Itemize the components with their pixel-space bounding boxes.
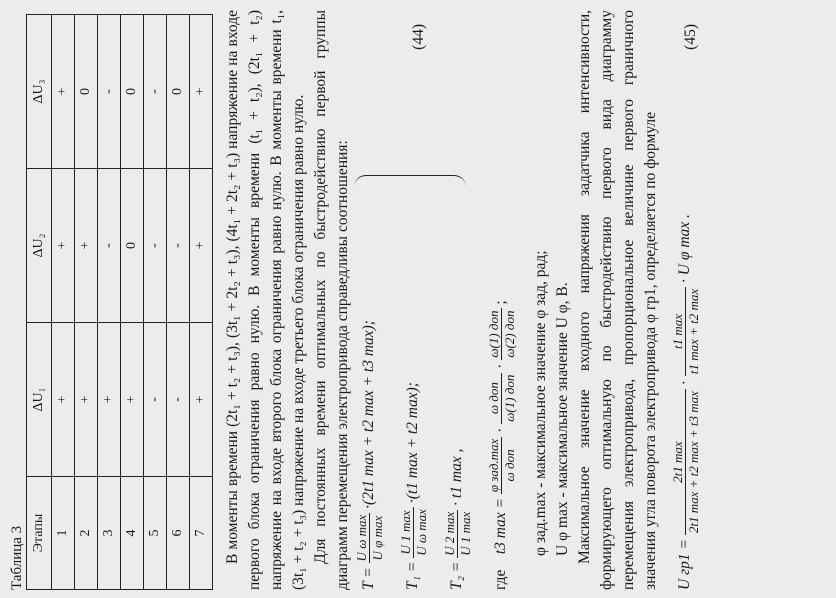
paragraph-time-constants: Для постоянных времени оптимальных по быстродействию первой группы диаграмм перемещения электропривода справедливы соотношения: (312, 10, 351, 590)
table-cell: 2 (75, 477, 98, 590)
eq-denominator: t1 max + t2 max (686, 288, 701, 375)
eq-fraction (486, 373, 517, 424)
table-cell: - (144, 323, 167, 477)
paragraph-max-voltage: Максимальное значение входного напряжения задатчика интенсивности, формирующего оптимальную по быстродействию первого вида диаграмму перемещения электропривода, пропорциональное величине первого граничного значения угла поворота электропривода φ гр1, определяется по формуле (576, 10, 659, 590)
table-cell: 0 (167, 15, 190, 169)
header-stages: Этапы (27, 477, 52, 590)
equation-group-44 (354, 10, 486, 590)
table-cell: + (190, 15, 213, 169)
table-cell: - (144, 169, 167, 323)
definition-u: U φ max - максимальное значение U φ, В. (554, 282, 571, 556)
eq-denominator: ω доп (502, 449, 517, 482)
eq-dot: · (676, 380, 694, 386)
table-cell: + (190, 323, 213, 477)
table-cell: - (98, 15, 121, 169)
table-cell: 0 (121, 15, 144, 169)
eq-fraction (354, 513, 385, 564)
where-word: где (492, 569, 510, 590)
table-header-row (27, 15, 52, 590)
equation-ugr1 (670, 10, 714, 590)
table-cell: 5 (144, 477, 167, 590)
equation-number-45: (45) (682, 24, 699, 50)
table-cell: 7 (190, 477, 213, 590)
table-cell: - (144, 15, 167, 169)
eq-fraction (398, 507, 429, 558)
table-row (121, 15, 144, 590)
eq-lhs: T₂ = (448, 561, 466, 590)
eq-numerator: ω(1) доп (486, 310, 501, 358)
equation-T1 (398, 10, 442, 590)
eq-rest: · U φ max . (676, 214, 694, 283)
eq-numerator: φ зад.max (486, 438, 501, 493)
table-cell: - (167, 169, 190, 323)
equation-T (354, 10, 398, 590)
table-cell: 6 (167, 477, 190, 590)
table-cell: + (190, 169, 213, 323)
eq-lhs: t3 max = (492, 498, 510, 555)
table-cell: - (98, 169, 121, 323)
eq-denominator: U 1 max (458, 511, 473, 556)
table-cell: + (52, 323, 75, 477)
eq-denominator: ω(2) доп (502, 310, 517, 358)
table-cell: + (75, 169, 98, 323)
equation-t3max (486, 10, 530, 590)
eq-denominator: ω(1) доп (502, 374, 517, 422)
eq-denominator: U φ max (370, 515, 385, 561)
table-cell: + (52, 15, 75, 169)
eq-fraction (442, 510, 473, 558)
eq-numerator: U ω max (354, 514, 369, 562)
equation-number-44: (44) (410, 24, 427, 50)
header-du3: ΔU₃ (27, 15, 52, 169)
eq-denominator: U ω max (414, 509, 429, 556)
eq-numerator: U 2 max (442, 511, 457, 556)
eq-numerator: 2t1 max (670, 389, 686, 535)
table-cell: 3 (98, 477, 121, 590)
table-row (98, 15, 121, 590)
table-caption: Таблица 3 (9, 525, 25, 590)
table-row (144, 15, 167, 590)
equation-T2 (442, 10, 486, 590)
eq-rest: ·(2t1 max + t2 max + t3 max); (360, 320, 378, 509)
eq-lhs: T₁ = (404, 561, 422, 590)
paragraph-moments: В моменты времени (2t₁ + t₂ + t₃), (3t₁ + 2t₂ + t₃), (4t₁ + 2t₂ + t₃) напряжение на входе первого блока ограничения равно нулю. В моменты времени (t₁ + t₂), (2t₁ + t₂) напряжение на входе второго блока ограничения равно нулю. В моменты времени t₁, (3t₁ + t₂ + t₃) напряжение на входе третьего блока ограничения равно нулю. (224, 10, 307, 590)
table-row (167, 15, 190, 590)
table-cell: 1 (52, 477, 75, 590)
eq-lhs: T = (360, 567, 378, 590)
header-du1: ΔU₁ (27, 323, 52, 477)
table-cell: 0 (75, 15, 98, 169)
stages-table (26, 14, 213, 590)
eq-denominator: 2t1 max + t2 max + t3 max (686, 391, 701, 534)
table-cell: + (52, 169, 75, 323)
eq-end: ; (492, 300, 510, 305)
eq-numerator: t1 max (670, 287, 686, 376)
table-cell: 0 (121, 169, 144, 323)
eq-rest: · t1 max , (448, 448, 466, 506)
eq-fraction (486, 437, 517, 495)
eq-rest: ·(t1 max + t2 max); (404, 382, 422, 504)
eq-numerator: U 1 max (398, 507, 414, 558)
eq-dot: · (492, 427, 510, 433)
table-cell: + (75, 323, 98, 477)
eq-fraction (670, 389, 701, 535)
table-row (190, 15, 213, 590)
eq-lhs: U гр1 = (676, 539, 694, 590)
body-text (222, 10, 714, 590)
eq-numerator: ω доп (486, 373, 502, 424)
definition-phi: φ зад.max - максимальное значение φ зад, рад; (532, 250, 549, 556)
table-cell: 4 (121, 477, 144, 590)
table-row (75, 15, 98, 590)
table-row (52, 15, 75, 590)
eq-dot: · (492, 363, 510, 369)
eq-fraction (670, 287, 701, 376)
table-cell: + (121, 323, 144, 477)
eq-fraction (486, 308, 517, 359)
header-du2: ΔU₂ (27, 169, 52, 323)
table-cell: - (167, 323, 190, 477)
table-cell: + (98, 323, 121, 477)
